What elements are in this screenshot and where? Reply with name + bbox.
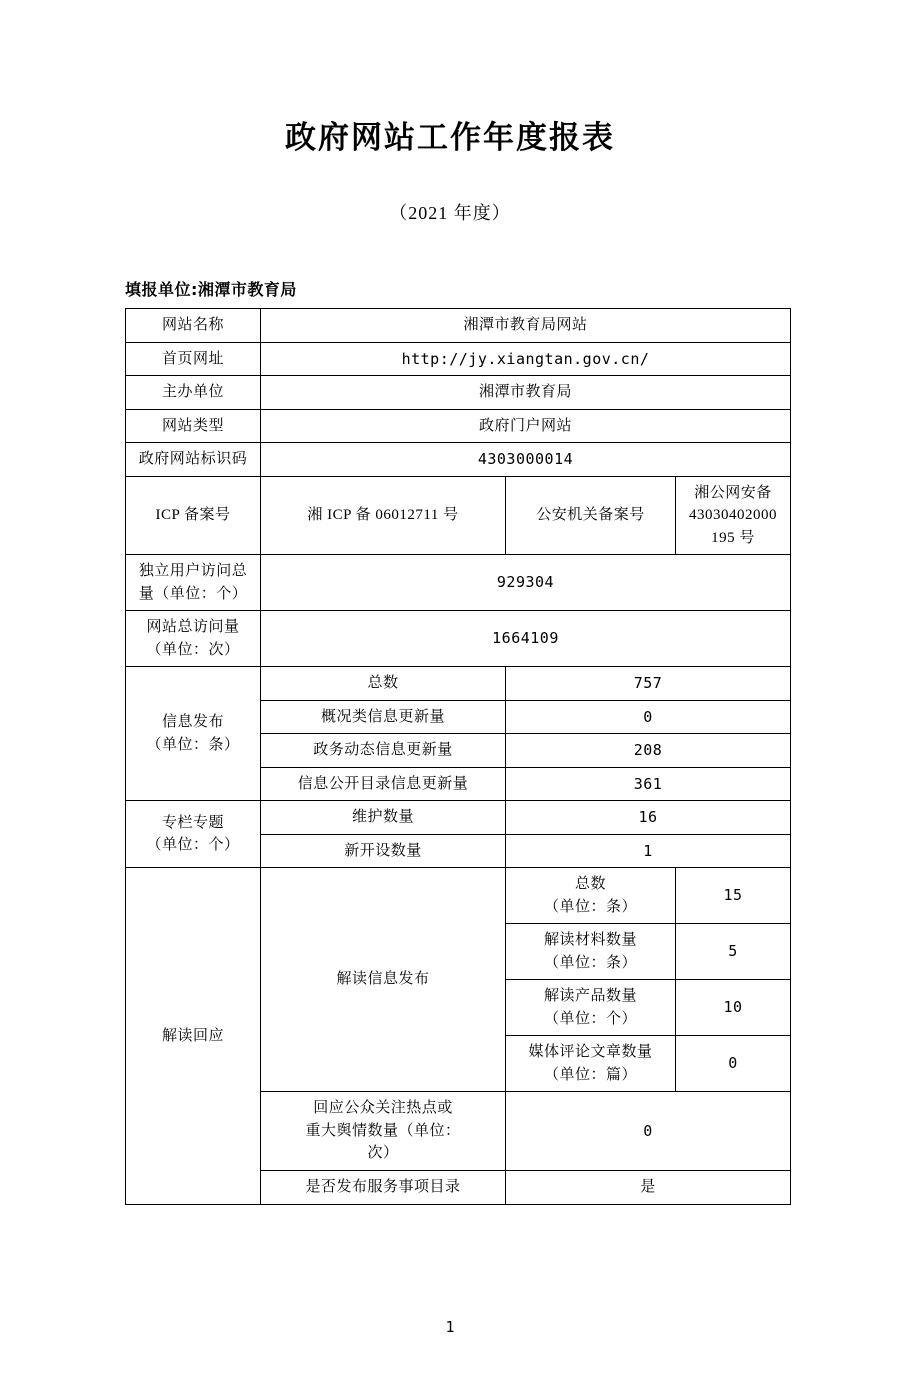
interpret-product-label-line1: 解读产品数量 [543,988,637,1004]
column-maintain-label: 维护数量 [261,801,506,835]
table-row [126,555,791,611]
site-name-label: 网站名称 [126,309,261,343]
site-code-value: 4303000014 [261,443,791,477]
police-record-value-line1: 湘公网安备 [694,484,772,501]
table-row [126,868,791,924]
table-row [126,443,791,477]
info-catalog-value: 361 [506,767,791,801]
page-number: 1 [445,1318,455,1336]
hotspot-response-label-line3: 次） [367,1145,399,1161]
info-overview-label: 概况类信息更新量 [261,700,506,734]
unique-visitors-label [126,555,261,611]
sponsor-label: 主办单位 [126,376,261,410]
hotspot-response-value: 0 [506,1092,791,1171]
info-publish-label-line2: （单位：条） [146,736,240,753]
page-title: 政府网站工作年度报表 [285,120,615,156]
info-catalog-label: 信息公开目录信息更新量 [261,767,506,801]
interpret-total-label [506,868,676,924]
police-record-value [676,476,791,555]
service-catalog-value: 是 [506,1170,791,1204]
info-dynamic-value: 208 [506,734,791,768]
site-type-label: 网站类型 [126,409,261,443]
media-comment-label-line1: 媒体评论文章数量 [528,1044,653,1060]
column-new-value: 1 [506,834,791,868]
interpret-publish-label: 解读信息发布 [261,868,506,1092]
table-row [126,801,791,835]
police-record-value-line2: 43030402000 [689,507,777,523]
info-publish-label-line1: 信息发布 [161,714,224,730]
icp-label: ICP 备案号 [126,476,261,555]
total-visits-label-line1: 网站总访问量 [146,619,240,635]
icp-value: 湘 ICP 备 06012711 号 [261,476,506,555]
annual-report-table [125,308,791,1205]
hotspot-response-label [261,1092,506,1171]
total-visits-value: 1664109 [261,611,791,667]
interpret-total-label-line2: （单位：条） [543,898,637,915]
column-topic-label-line2: （单位：个） [146,837,240,853]
hotspot-response-label-line1: 回应公众关注热点或 [313,1100,453,1116]
table-row [126,611,791,667]
site-code-label: 政府网站标识码 [126,443,261,477]
media-comment-label-line2: （单位：篇） [543,1066,637,1083]
interpret-material-label [506,924,676,980]
page-subtitle: （2021 年度） [389,203,511,223]
unique-visitors-label-line2: 量（单位：个） [138,585,248,602]
interpret-response-label: 解读回应 [126,868,261,1205]
unique-visitors-label-line1: 独立用户访问总 [138,563,248,579]
total-visits-label [126,611,261,667]
interpret-material-label-line1: 解读材料数量 [543,932,637,948]
column-new-label: 新开设数量 [261,834,506,868]
interpret-material-label-line2: （单位：条） [543,954,637,971]
column-maintain-value: 16 [506,801,791,835]
column-topic-label-line1: 专栏专题 [161,814,224,831]
police-record-value-line3: 195 号 [711,529,755,546]
info-dynamic-label: 政务动态信息更新量 [261,734,506,768]
interpret-product-value: 10 [676,980,791,1036]
info-total-label: 总数 [261,667,506,701]
info-total-value: 757 [506,667,791,701]
interpret-product-label-line2: （单位：个） [543,1010,637,1027]
interpret-material-value: 5 [676,924,791,980]
column-topic-label [126,801,261,868]
site-name-value: 湘潭市教育局网站 [261,309,791,343]
police-record-label: 公安机关备案号 [506,476,676,555]
service-catalog-label: 是否发布服务事项目录 [261,1170,506,1204]
interpret-total-label-line1: 总数 [574,876,606,892]
site-type-value: 政府门户网站 [261,409,791,443]
media-comment-value: 0 [676,1036,791,1092]
table-row [126,476,791,555]
sponsor-value: 湘潭市教育局 [261,376,791,410]
table-row [126,309,791,343]
interpret-product-label [506,980,676,1036]
interpret-total-value: 15 [676,868,791,924]
table-row [126,376,791,410]
table-row [126,667,791,701]
table-row [126,342,791,376]
table-row [126,409,791,443]
info-overview-value: 0 [506,700,791,734]
total-visits-label-line2: （单位：次） [146,641,240,658]
reporting-unit-label: 填报单位:湘潭市教育局 [125,280,297,299]
hotspot-response-label-line2: 重大舆情数量（单位： [305,1122,461,1139]
homepage-value: http://jy.xiangtan.gov.cn/ [261,342,791,376]
homepage-label: 首页网址 [126,342,261,376]
media-comment-label [506,1036,676,1092]
document-page [0,112,900,1384]
info-publish-label [126,667,261,801]
unique-visitors-value: 929304 [261,555,791,611]
